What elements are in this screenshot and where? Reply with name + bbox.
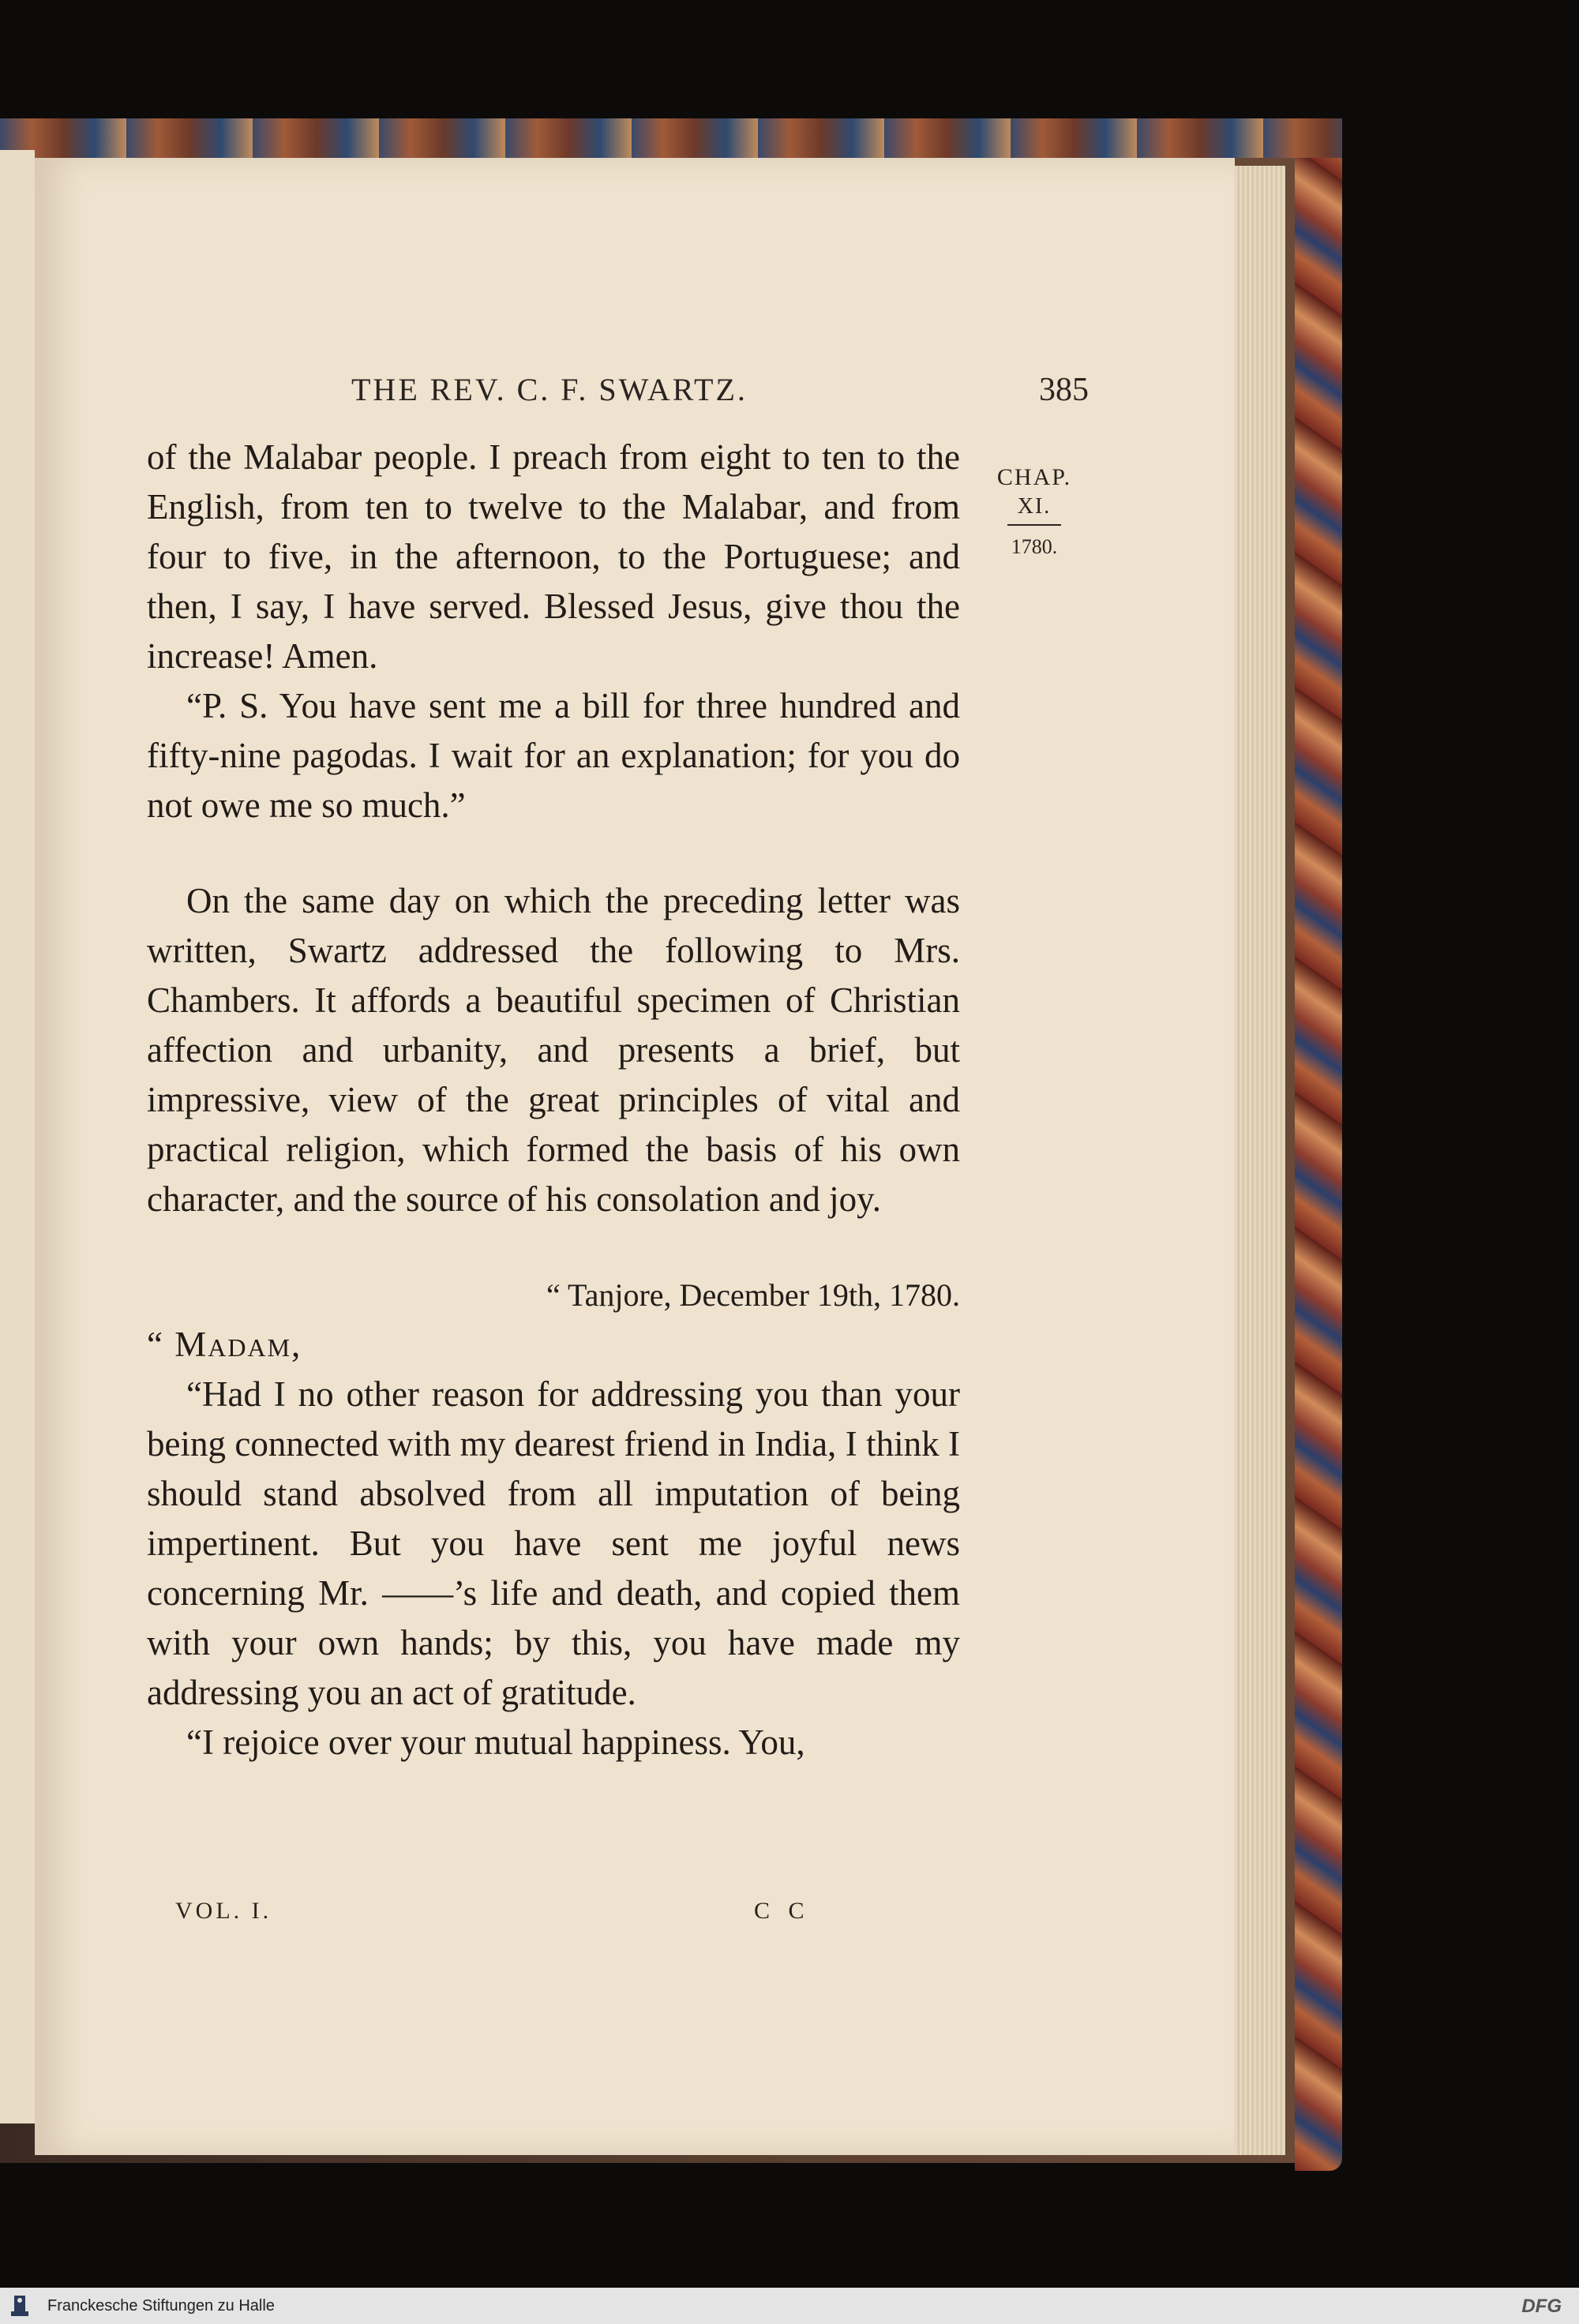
paragraph-1: of the Malabar people. I preach from eight to ten to the English, from ten to twelve to the Malabar, and from four to five, in the afternoon, to the Portuguese; and then, I say, I have served. Blessed Jesus, give thou the increase! Amen.	[147, 437, 960, 676]
paragraph-letter-1: “Had I no other reason for addressing you than your being connected with my dearest friend in India, I think I should stand absolved from all imputation of being impertinent. But you have sent me joyful news concerning Mr. ——’s life and death, and copied them with your own hands; by this, you have made my addressing you an act of gratitude.	[147, 1374, 960, 1712]
paragraph-narrative: On the same day on which the preceding letter was written, Swartz addressed the following to Mrs. Chambers. It affords a beautiful specimen of Christian affection and urbanity, and presents a brief, but impressive, view of the great principles of vital and practical religion, which formed the basis of his own character, and the source of his consolation and joy.	[147, 881, 960, 1219]
running-title: THE REV. C. F. SWARTZ.	[351, 372, 748, 407]
marbled-top-edge	[0, 118, 1342, 158]
marbled-edge	[1295, 150, 1342, 2171]
footer-signature: C C	[754, 1898, 811, 1924]
footer-volume: VOL. I.	[175, 1898, 272, 1924]
body-text	[147, 433, 960, 1767]
margin-chapter-number: XI.	[1017, 494, 1052, 519]
page-number: 385	[1039, 372, 1089, 408]
margin-chapter: CHAP.	[996, 464, 1072, 490]
paragraph-gap	[147, 1224, 960, 1270]
institution-label: Franckesche Stiftungen zu Halle	[47, 2297, 275, 2315]
status-bar	[0, 2288, 1579, 2324]
margin-year: 1780.	[1011, 535, 1058, 558]
paragraph-gap	[147, 830, 960, 876]
margin-note	[987, 464, 1082, 559]
paragraph-postscript: “P. S. You have sent me a bill for three hundred and fifty-nine pagodas. I wait for an explanation; for you do not owe me so much.”	[147, 686, 960, 825]
dfg-logo: DFG	[1521, 2296, 1562, 2317]
letter-salutation: “ Madam,	[147, 1325, 302, 1364]
foundation-logo-icon	[8, 2294, 32, 2318]
margin-rule	[1007, 524, 1061, 526]
facing-page-edge	[0, 150, 35, 2123]
paragraph-letter-2: “I rejoice over your mutual happiness. You,	[186, 1722, 805, 1762]
letter-dateline: “ Tanjore, December 19th, 1780.	[546, 1277, 960, 1313]
